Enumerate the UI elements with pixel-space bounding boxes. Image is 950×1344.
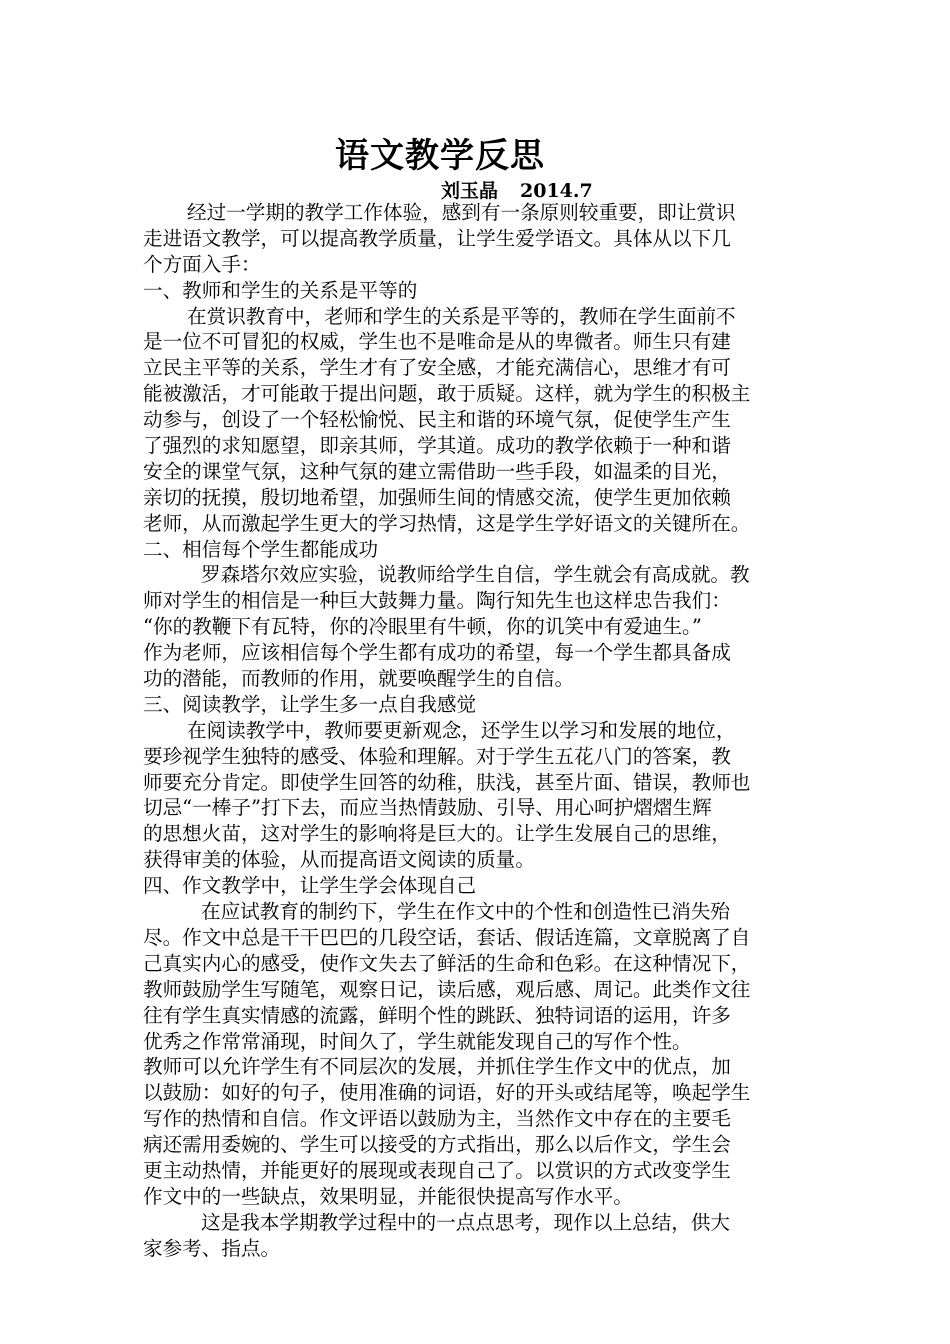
text-line: 获得审美的体验，从而提高语文阅读的质量。 [143, 848, 535, 872]
byline [441, 176, 593, 203]
text-line: 罗森塔尔效应实验，说教师给学生自信，学生就会有高成就。教 [201, 563, 750, 587]
text-line: 在阅读教学中，教师要更新观念，还学生以学习和发展的地位， [187, 718, 736, 742]
text-line: 一、教师和学生的关系是平等的 [143, 278, 418, 302]
text-line: 作为老师，应该相信每个学生都有成功的希望，每一个学生都具备成 [143, 641, 731, 665]
text-line: 老师，从而激起学生更大的学习热情，这是学生学好语文的关键所在。 [143, 511, 751, 535]
text-line: 作文中的一些缺点，效果明显，并能很快提高写作水平。 [143, 1184, 633, 1208]
text-line: 立民主平等的关系，学生才有了安全感，才能充满信心，思维才有可 [143, 356, 731, 380]
text-line: 师要充分肯定。即使学生回答的幼稚，肤浅，甚至片面、错误，教师也 [143, 770, 751, 794]
text-line: 家参考、指点。 [143, 1236, 281, 1260]
text-line: 以鼓励：如好的句子，使用准确的词语，好的开头或结尾等，唤起学生 [143, 1081, 751, 1105]
text-line: 功的潜能，而教师的作用，就要唤醒学生的自信。 [143, 667, 575, 691]
text-line: 个方面入手： [143, 252, 261, 276]
text-line: 了强烈的求知愿望，即亲其师，学其道。成功的教学依赖于一种和谐 [143, 434, 731, 458]
text-line: 写作的热情和自信。作文评语以鼓励为主，当然作文中存在的主要毛 [143, 1107, 731, 1131]
text-line: 己真实内心的感受，使作文失去了鲜活的生命和色彩。在这种情况下， [143, 951, 751, 975]
text-line: 教师可以允许学生有不同层次的发展，并抓住学生作文中的优点，加 [143, 1055, 731, 1079]
text-line: 走进语文教学，可以提高教学质量，让学生爱学语文。具体从以下几 [143, 226, 731, 250]
document-date: 2014.7 [520, 180, 593, 202]
text-line: 亲切的抚摸，殷切地希望，加强师生间的情感交流，使学生更加依赖 [143, 485, 731, 509]
text-line: 三、阅读教学，让学生多一点自我感觉 [143, 692, 477, 716]
text-line: 尽。作文中总是干干巴巴的几段空话，套话、假话连篇，文章脱离了自 [143, 925, 751, 949]
text-line: 师对学生的相信是一种巨大鼓舞力量。陶行知先生也这样忠告我们： [143, 589, 731, 613]
text-line: 更主动热情，并能更好的展现或表现自己了。以赏识的方式改变学生 [143, 1158, 731, 1182]
text-line: 二、相信每个学生都能成功 [143, 537, 379, 561]
text-line: 动参与，创设了一个轻松愉悦、民主和谐的环境气氛，促使学生产生 [143, 408, 731, 432]
document-title: 语文教学反思 [335, 136, 545, 176]
text-line: 在应试教育的制约下，学生在作文中的个性和创造性已消失殆 [201, 900, 731, 924]
text-line: 四、作文教学中，让学生学会体现自己 [143, 874, 477, 898]
text-line: 经过一学期的教学工作体验，感到有一条原则较重要，即让赏识 [187, 201, 736, 224]
text-line: 在赏识教育中，老师和学生的关系是平等的，教师在学生面前不 [187, 304, 736, 328]
text-line: 安全的课堂气氛，这种气氛的建立需借助一些手段，如温柔的目光， [143, 459, 731, 483]
text-line: 病还需用委婉的、学生可以接受的方式指出，那么以后作文，学生会 [143, 1133, 731, 1157]
text-line: 的思想火苗，这对学生的影响将是巨大的。让学生发展自己的思维， [143, 822, 731, 846]
document-body [143, 200, 823, 1262]
text-line: 能被激活，才可能敢于提出问题，敢于质疑。这样，就为学生的积极主 [143, 382, 751, 406]
text-line: 往有学生真实情感的流露，鲜明个性的跳跃、独特词语的运用，许多 [143, 1003, 731, 1027]
text-line: “你的教鞭下有瓦特，你的冷眼里有牛顿，你的讥笑中有爱迪生。” [143, 615, 702, 639]
text-line: 教师鼓励学生写随笔，观察日记，读后感，观后感、周记。此类作文往 [143, 977, 751, 1001]
text-line: 要珍视学生独特的感受、体验和理解。对于学生五花八门的答案，教 [143, 744, 731, 768]
text-line: 优秀之作常常涌现，时间久了，学生就能发现自己的写作个性。 [143, 1029, 692, 1053]
text-line: 切忌“一棒子”打下去，而应当热情鼓励、引导、用心呵护熠熠生辉 [143, 796, 712, 820]
author-name: 刘玉晶 [441, 180, 499, 202]
text-line: 是一位不可冒犯的权威，学生也不是唯命是从的卑微者。师生只有建 [143, 330, 731, 354]
text-line: 这是我本学期教学过程中的一点点思考，现作以上总结，供大 [201, 1210, 731, 1234]
